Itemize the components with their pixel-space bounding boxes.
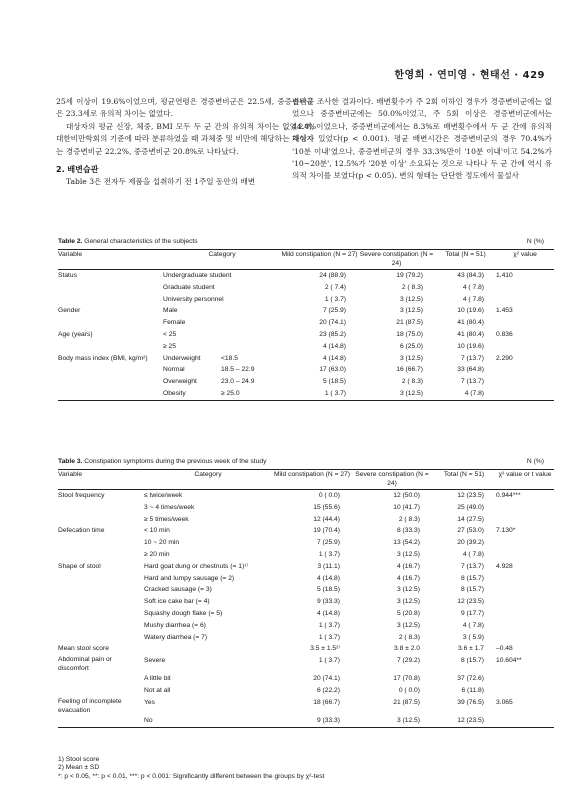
cell-severe: 4 (16.7) (396, 574, 420, 582)
cell-category: Hard goat dung or chestnuts (= 1)¹⁾ (144, 562, 249, 570)
cell-test (496, 537, 554, 549)
cell-mild: 1 ( 3.7) (324, 389, 347, 397)
cell-mild: 4 (14.8) (316, 574, 340, 582)
table-title: Table 2. General characteristics of the subjects (58, 238, 198, 245)
cell-total: 4 ( 7.8) (462, 283, 485, 291)
cell-test (496, 294, 554, 306)
cell-category: Male (163, 307, 178, 315)
table-row (58, 294, 554, 306)
cell-test (496, 514, 554, 526)
cell-variable (58, 632, 144, 644)
cell-severe: 7 (29.2) (396, 657, 420, 665)
cell-test (496, 282, 554, 294)
cell-mild: 15 (55.6) (313, 503, 340, 511)
header-variable: Variable (58, 251, 83, 258)
footnote: 1) Stool score (58, 756, 100, 763)
cell-total: 8 (15.7) (460, 586, 484, 594)
section-heading: 2. 배변습관 (56, 165, 99, 175)
cell-category: ≥ 25 (163, 342, 176, 350)
cell-test: 3.065 (496, 698, 513, 706)
cell-total: 7 (13.7) (460, 354, 485, 362)
cell-test (496, 388, 554, 400)
cell-category: Normal (163, 366, 185, 374)
cell-mild: 9 (33.3) (316, 716, 340, 724)
symptoms-table (58, 469, 554, 728)
cell-test (496, 584, 554, 596)
cell-total: 41 (80.4) (457, 319, 485, 327)
cell-category: No (144, 716, 153, 724)
right-column (292, 96, 552, 183)
table-row (58, 514, 554, 526)
table-row (58, 608, 554, 620)
cell-mild: 5 (18.5) (316, 586, 340, 594)
cell-total: 4 ( 7.8) (462, 550, 484, 558)
cell-mild: 4 (14.8) (322, 354, 347, 362)
cell-mild: 2 ( 7.4) (324, 283, 347, 291)
table-row (58, 596, 554, 608)
cell-total: 9 (17.7) (460, 609, 484, 617)
header-variable: Variable (58, 471, 83, 478)
cell-mild: 12 (44.4) (313, 515, 340, 523)
cell-mild: 19 (70.4) (313, 527, 340, 535)
cell-range (221, 341, 281, 353)
cell-variable (58, 376, 163, 388)
cell-mild: 17 (63.0) (319, 366, 347, 374)
cell-category: < 25 (163, 330, 177, 338)
header-mild: Mild constipation (N = 27) (273, 471, 350, 478)
cell-category: 10 ~ 20 min (144, 539, 180, 547)
cell-severe: 3.8 ± 2.0 (394, 645, 420, 653)
cell-mild: 9 (33.3) (316, 598, 340, 606)
cell-severe: 21 (87.5) (396, 319, 424, 327)
cell-severe: 3 (12.5) (399, 295, 424, 303)
table-row (58, 353, 554, 365)
cell-variable: Abdominal pain or discomfort (58, 656, 112, 673)
running-header: 한영희 · 연미영 · 현태선 · 429 (394, 70, 545, 81)
cell-variable (58, 620, 144, 632)
cell-mild: 1 ( 3.7) (318, 621, 340, 629)
cell-range: <18.5 (221, 354, 238, 362)
table-row (58, 561, 554, 573)
cell-test (496, 364, 554, 376)
table-row (58, 376, 554, 388)
cell-category: Severe (144, 657, 166, 665)
cell-category: Graduate student (163, 283, 215, 291)
table-row (58, 525, 554, 537)
cell-severe: 3 (12.5) (396, 586, 420, 594)
cell-variable: Mean stool score (58, 645, 109, 653)
cell-range: ≥ 25.0 (221, 389, 240, 397)
cell-variable: Feeling of incomplete evacuation (58, 697, 122, 714)
table-header-row (58, 470, 554, 490)
table-row (58, 673, 554, 685)
paragraph: 대상자의 평균 신장, 체중, BMI 모두 두 군 간의 유의적 차이는 없었으며, 대한비만학회의 기준에 따라 분류하였을 때 과체중 및 비만에 해당하는 대상자는 경증변비군 22.2%, 중증변비군 20.8%로 나타났다. (56, 121, 314, 156)
cell-test: 1.453 (496, 307, 513, 315)
cell-severe: 0 ( 0.0) (398, 686, 420, 694)
cell-total: 7 (13.7) (460, 562, 484, 570)
cell-severe: 3 (12.5) (399, 307, 424, 315)
cell-severe: 17 (70.8) (393, 675, 420, 683)
cell-variable: Gender (58, 307, 81, 315)
cell-category: ≥ 20 min (144, 550, 170, 558)
table-row (58, 697, 554, 715)
table-row (58, 490, 554, 502)
cell-category: Undergraduate student (163, 272, 232, 279)
header-severe: Severe constipation (N = 24) (359, 251, 434, 267)
cell-range (221, 282, 281, 294)
table-3 (58, 458, 554, 728)
cell-test (496, 632, 554, 644)
cell-severe: 3 (12.5) (399, 354, 424, 362)
cell-category: Soft ice cake bar (= 4) (144, 598, 210, 606)
header-severe: Severe constipation (N = 24) (355, 471, 429, 487)
cell-category: A little bit (144, 675, 171, 683)
cell-severe: 8 (33.3) (396, 527, 420, 535)
cell-range (221, 329, 281, 341)
cell-total: 25 (49.0) (457, 503, 484, 511)
cell-category: Squashy dough flake (= 5) (144, 609, 223, 617)
table-caption (58, 458, 554, 469)
cell-mild: 4 (14.8) (322, 342, 347, 350)
cell-variable (58, 573, 144, 585)
cell-variable (58, 514, 144, 526)
cell-total: 8 (15.7) (460, 574, 484, 582)
cell-mild: 7 (25.9) (322, 307, 347, 315)
cell-variable: Status (58, 272, 77, 279)
table-caption (58, 238, 554, 249)
cell-test: 2.290 (496, 354, 513, 362)
header-category: Category (194, 471, 222, 478)
cell-variable (58, 608, 144, 620)
cell-total: 10 (19.6) (457, 342, 485, 350)
cell-test: –0.48 (496, 645, 513, 653)
cell-severe: 2 ( 8.3) (401, 378, 424, 386)
cell-variable: Defecation time (58, 527, 105, 535)
cell-test: 4.928 (496, 562, 513, 570)
cell-variable (58, 364, 163, 376)
cell-total: 6 (11.8) (461, 686, 484, 694)
cell-severe: 3 (12.5) (396, 716, 420, 724)
cell-total: 10 (19.6) (457, 307, 485, 315)
table-row (58, 537, 554, 549)
cell-variable: Body mass index (BMI, kg/m²) (58, 354, 148, 362)
table-row (58, 317, 554, 329)
cell-total: 3 ( 5.9) (462, 633, 484, 641)
cell-test (496, 317, 554, 329)
cell-severe: 18 (75.0) (396, 330, 424, 338)
paragraph: Table 3은 전자두 제품을 섭취하기 전 1주일 동안의 배변 (66, 177, 256, 187)
table-row (58, 341, 554, 353)
cell-total: 14 (27.5) (457, 515, 484, 523)
cell-category: University personnel (163, 295, 224, 303)
header-mild: Mild constipation (N = 27) (281, 251, 358, 258)
cell-test (496, 673, 554, 685)
cell-mild: 20 (74.1) (313, 675, 340, 683)
table-row (58, 632, 554, 644)
cell-category (144, 643, 272, 655)
cell-severe: 12 (50.0) (393, 492, 420, 499)
table-row (58, 388, 554, 400)
table-row (58, 655, 554, 673)
cell-variable (58, 584, 144, 596)
cell-variable (58, 282, 163, 294)
cell-variable (58, 341, 163, 353)
table-unit: N (%) (526, 238, 544, 245)
cell-range (221, 294, 281, 306)
cell-total: 4 ( 7.8) (462, 621, 484, 629)
cell-category: Watery diarrhea (= 7) (144, 633, 208, 641)
cell-severe: 2 ( 8.3) (401, 283, 424, 291)
cell-category: Overweight (163, 378, 197, 386)
cell-total: 3.6 ± 1.7 (458, 645, 484, 653)
cell-variable: Stool frequency (58, 492, 105, 499)
cell-test (496, 573, 554, 585)
cell-severe: 2 ( 8.3) (398, 515, 420, 523)
table-row (58, 364, 554, 376)
cell-variable (58, 388, 163, 400)
cell-category: Yes (144, 698, 155, 706)
cell-total: 12 (23.5) (457, 492, 484, 499)
footnote: 2) Mean ± SD (58, 764, 100, 772)
cell-severe: 3 (12.5) (396, 598, 420, 606)
cell-test: 7.130* (496, 527, 516, 535)
cell-test (496, 502, 554, 514)
cell-category: Hard and lumpy sausage (= 2) (144, 574, 235, 582)
cell-mild: 24 (88.9) (319, 272, 347, 279)
header-category: Category (208, 251, 236, 258)
cell-category: ≤ twice/week (144, 492, 183, 499)
header-total: Total (N = 51) (445, 251, 486, 258)
cell-variable (58, 685, 144, 697)
cell-severe: 3 (12.5) (396, 621, 420, 629)
table-row (58, 502, 554, 514)
cell-total: 43 (84.3) (457, 272, 485, 279)
cell-variable (58, 673, 144, 685)
cell-test (496, 596, 554, 608)
cell-total: 12 (23.5) (457, 598, 484, 606)
cell-total: 7 (13.7) (460, 378, 485, 386)
cell-severe: 4 (16.7) (396, 562, 420, 570)
cell-total: 8 (15.7) (460, 657, 484, 665)
cell-severe: 13 (54.2) (393, 539, 420, 547)
cell-mild: 1 ( 3.7) (318, 657, 340, 665)
cell-mild: 3.5 ± 1.5²⁾ (310, 645, 340, 653)
cell-variable (58, 596, 144, 608)
cell-mild: 1 ( 3.7) (318, 550, 340, 558)
cell-total: 4 ( 7.8) (462, 295, 485, 303)
footnote: *: p < 0.05, **: p < 0.01, ***: p < 0.001: Significantly different between the groups by χ²-test (58, 772, 325, 780)
cell-category: Underweight (163, 354, 201, 362)
cell-total: 33 (64.8) (457, 366, 485, 374)
cell-variable (58, 715, 144, 727)
table-row (58, 643, 554, 655)
cell-range (221, 317, 281, 329)
cell-mild: 4 (14.8) (316, 609, 340, 617)
cell-category: ≥ 5 times/week (144, 515, 189, 523)
cell-test (496, 715, 554, 727)
table-row (58, 620, 554, 632)
table-row (58, 329, 554, 341)
table-row (58, 270, 554, 282)
cell-range: 18.5 – 22.9 (221, 366, 255, 374)
header-total: Total (N = 51) (443, 471, 485, 478)
cell-variable (58, 549, 144, 561)
table-row (58, 573, 554, 585)
cell-test: 0.944*** (496, 492, 521, 499)
cell-mild: 6 (22.2) (316, 686, 340, 694)
paragraph: 습관을 조사한 결과이다. 배변횟수가 주 2회 이하인 경우가 경증변비군에는 없었으나 중증변비군에는 50.0%이었고, 주 5회 이상은 경증변비군에서는 44.4%이었으나, 중증변비군에서는 8.3%로 배변횟수에서 두 군 간에 유의적 차이가 있었다(p < 0.001). 평균 배변시간은 경증변비군의 경우 70.4%가 '10분 이내'였으나, 중증변비군의 경우 33.3%만이 '10분 이내'이고 54.2%가 '10~20분', 12.5%가 '20분 이상' 소요되는 것으로 나타나 두 군 간에 역시 유의적 차이를 보였다(p < 0.05). 변의 형태는 단단한 정도에서 물설사 (292, 97, 552, 181)
cell-test (496, 376, 554, 388)
cell-severe: 16 (66.7) (396, 366, 424, 374)
cell-total: 37 (72.6) (457, 675, 484, 683)
table-title: Table 3. Constipation symptoms during the previous week of the study (58, 458, 267, 465)
cell-severe: 3 (12.5) (399, 389, 424, 397)
cell-category: Obesity (163, 389, 186, 397)
cell-total: 41 (80.4) (457, 330, 485, 338)
paragraph: 25세 이상이 19.6%이었으며, 평균연령은 경증변비군은 22.5세, 중증변비군은 23.3세로 유의적 차이는 없었다. (56, 97, 314, 119)
cell-variable (58, 537, 144, 549)
cell-variable: Age (years) (58, 330, 93, 338)
cell-test (496, 341, 554, 353)
cell-range (221, 305, 281, 317)
cell-mild: 0 ( 0.0) (318, 492, 340, 499)
table-row (58, 305, 554, 317)
cell-test (496, 685, 554, 697)
cell-severe: 10 (41.7) (393, 503, 420, 511)
cell-variable (58, 294, 163, 306)
table-row (58, 685, 554, 697)
cell-severe: 19 (79.2) (396, 272, 424, 279)
cell-category: Not at all (144, 686, 171, 694)
cell-total: 39 (76.5) (457, 698, 484, 706)
cell-total: 20 (39.2) (457, 539, 484, 547)
characteristics-table (58, 249, 554, 401)
table-row (58, 282, 554, 294)
table-row (58, 584, 554, 596)
cell-test (496, 620, 554, 632)
cell-category: < 10 min (144, 527, 170, 535)
table-unit: N (%) (526, 458, 544, 465)
cell-category: Mushy diarrhea (= 6) (144, 621, 206, 629)
cell-mild: 18 (66.7) (313, 698, 340, 706)
header-test: χ² value or t value (498, 471, 552, 478)
cell-mild: 1 ( 3.7) (324, 295, 347, 303)
cell-total: 12 (23.5) (457, 716, 484, 724)
cell-test (496, 549, 554, 561)
cell-mild: 7 (25.9) (316, 539, 340, 547)
cell-mild: 3 (11.1) (317, 562, 340, 570)
cell-severe: 6 (25.0) (399, 342, 424, 350)
cell-variable (58, 317, 163, 329)
cell-total: 27 (53.0) (457, 527, 484, 535)
cell-test: 10.604** (496, 657, 522, 665)
cell-severe: 2 ( 8.3) (398, 633, 420, 641)
cell-variable: Shape of stool (58, 562, 101, 570)
cell-mild: 23 (85.2) (319, 330, 347, 338)
cell-mild: 20 (74.1) (319, 319, 347, 327)
cell-mild: 1 ( 3.7) (318, 633, 340, 641)
cell-category: Cracked sausage (= 3) (144, 586, 212, 594)
left-column (56, 96, 314, 189)
cell-severe: 21 (87.5) (393, 698, 420, 706)
table-footnotes (58, 756, 324, 781)
cell-mild: 5 (18.5) (322, 378, 347, 386)
cell-category: 3 ~ 4 times/week (144, 503, 195, 511)
table-2 (58, 238, 554, 401)
table-row (58, 549, 554, 561)
cell-test: 1.410 (496, 272, 513, 279)
table-row (58, 715, 554, 727)
table-header-row (58, 250, 554, 270)
cell-severe: 3 (12.5) (396, 550, 420, 558)
cell-test: 0.836 (496, 330, 513, 338)
cell-total: 4 (7.8) (464, 389, 485, 397)
cell-test (496, 608, 554, 620)
cell-severe: 5 (20.8) (396, 609, 420, 617)
cell-category: Female (163, 319, 186, 327)
cell-variable (58, 502, 144, 514)
header-test: χ² value (513, 251, 537, 258)
cell-range: 23.0 – 24.9 (221, 378, 255, 386)
